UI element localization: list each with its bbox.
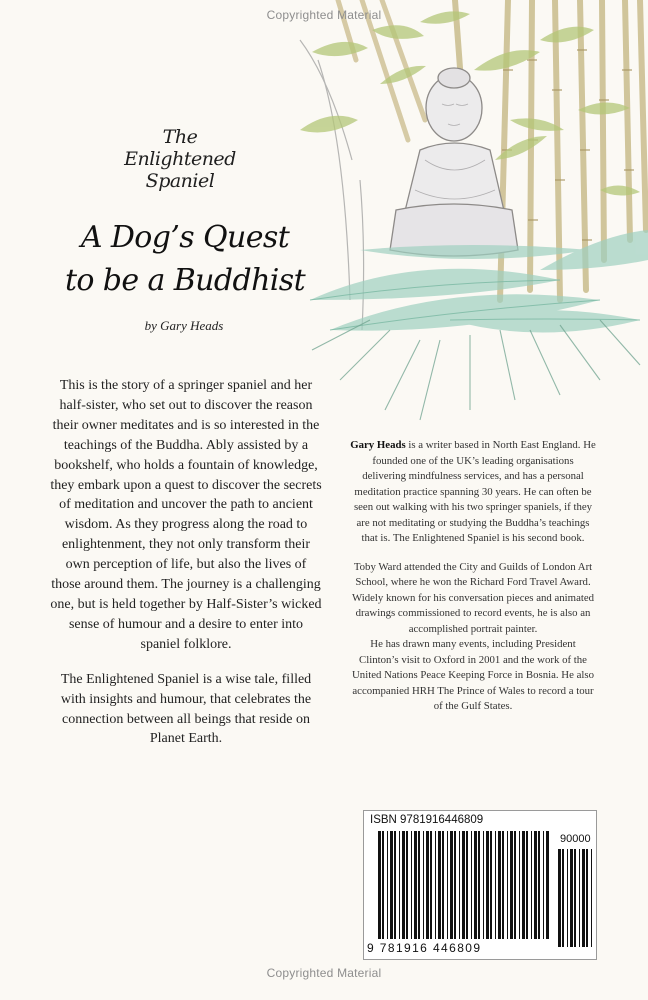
barcode-bar: [466, 831, 468, 939]
barcode-bar: [519, 831, 520, 939]
barcode-bar: [435, 831, 436, 939]
blurb-paragraph: The Enlightened Spaniel is a wise tale, filled with insights and humour, that celebrates the connection between all beings that reside on Planet Earth.: [60, 671, 312, 747]
barcode-bar: [562, 849, 564, 947]
series-title-line: The: [162, 126, 198, 148]
barcode-bar: [414, 831, 417, 939]
barcode-bar: [586, 849, 588, 947]
barcode-bar: [438, 831, 441, 939]
barcode-bar: [514, 831, 516, 939]
barcode-bar: [579, 849, 580, 947]
barcode-bar: [390, 831, 393, 939]
barcode-bar: [582, 849, 585, 947]
barcode-bar: [490, 831, 492, 939]
barcode-bar: [418, 831, 420, 939]
barcode-bar: [399, 831, 400, 939]
book-title-line: A Dog’s Quest: [80, 220, 290, 255]
barcode-bar: [447, 831, 448, 939]
isbn-barcode: [363, 810, 597, 960]
copyright-watermark: Copyrighted Material: [266, 966, 382, 980]
barcode-bar: [498, 831, 501, 939]
barcode-bar: [574, 849, 576, 947]
barcode-bar: [543, 831, 544, 939]
barcode-bar: [534, 831, 537, 939]
back-cover-blurb: [50, 376, 322, 749]
author-bio-text: is a writer based in North East England. He founded one of the UK’s leading organisations delivering mindfulness services, and has a personal meditation practice spanning 30 years. He can often be seen out walking with his two springer spaniels, if they are not meditating or studying the Buddha’s teachings that is. The Enlightened Spaniel is his second book.: [353, 439, 596, 544]
series-title-line: Enlightened: [124, 148, 236, 170]
barcode-bar: [546, 831, 549, 939]
author-name: Gary Heads: [350, 439, 406, 451]
barcode-bar: [411, 831, 412, 939]
barcode-bar: [486, 831, 489, 939]
copyright-watermark: Copyrighted Material: [266, 8, 382, 22]
barcode-bar: [454, 831, 456, 939]
barcode-bar: [462, 831, 465, 939]
barcode-bar: [426, 831, 429, 939]
barcode-bar: [459, 831, 460, 939]
barcode-bar: [423, 831, 424, 939]
price-code: 90000: [560, 833, 591, 845]
barcode-bar: [382, 831, 384, 939]
author-byline: by Gary Heads: [144, 318, 224, 333]
barcode-bar: [531, 831, 532, 939]
barcode-bar: [510, 831, 513, 939]
barcode-bar: [567, 849, 568, 947]
barcode-bar: [538, 831, 540, 939]
blurb-paragraph: This is the story of a springer spaniel and her half-sister, who set out to discover the reason their owner meditates and is so interested in the teachings of the Buddha. Ably assisted by a bookshelf, who holds a fountain of knowledge, they embark upon a quest to discover the secrets of meditation and uncover the path to ancient wisdom. As they progress along the road to enlightenment, they not only transform their own perception of life, but also the lives of those around them. The journey is a challenging one, but is held together by Half-Sister’s wicked sense of humour and a desire to enter into spaniel folklore.: [50, 378, 322, 652]
barcode-bar: [478, 831, 480, 939]
barcode-bar: [474, 831, 477, 939]
illustrator-bio: He has drawn many events, including President Clinton’s visit to Oxford in 2001 and the work of the United Nations Peace Keeping Force in Bosnia. He also accompanied HRH The Prince of Wales to record a tour of the Gulf States.: [352, 638, 594, 712]
barcode-bar: [402, 831, 405, 939]
author-bio: [350, 438, 596, 547]
barcode-bar: [471, 831, 472, 939]
barcode-bar: [507, 831, 508, 939]
isbn-label: ISBN 9781916446809: [370, 814, 484, 826]
barcode-bar: [406, 831, 408, 939]
series-title-line: Spaniel: [145, 170, 215, 192]
barcode-bar: [430, 831, 432, 939]
contributors-bio: [350, 438, 596, 715]
barcode-bar: [526, 831, 528, 939]
barcode-bar: [522, 831, 525, 939]
barcode-bar: [495, 831, 496, 939]
barcode-bar: [387, 831, 388, 939]
book-title: [55, 216, 315, 302]
barcode-bar: [483, 831, 484, 939]
barcode-bar: [502, 831, 504, 939]
barcode-bar: [558, 849, 561, 947]
barcode-bar: [591, 849, 592, 947]
book-title-line: to be a Buddhist: [64, 263, 306, 298]
barcode-bar: [378, 831, 381, 939]
barcode-bar: [394, 831, 396, 939]
illustrator-bio: Toby Ward attended the City and Guilds of London Art School, where he won the Richard Ford Travel Award. Widely known for his conversation pieces and animated drawings commissioned to record events, he is also an accomplished portrait painter.: [351, 560, 595, 635]
series-title: [120, 126, 240, 192]
barcode-bar: [442, 831, 444, 939]
barcode-bar: [570, 849, 573, 947]
barcode-bar: [450, 831, 453, 939]
isbn-digits: 9 781916 446809: [367, 941, 482, 955]
